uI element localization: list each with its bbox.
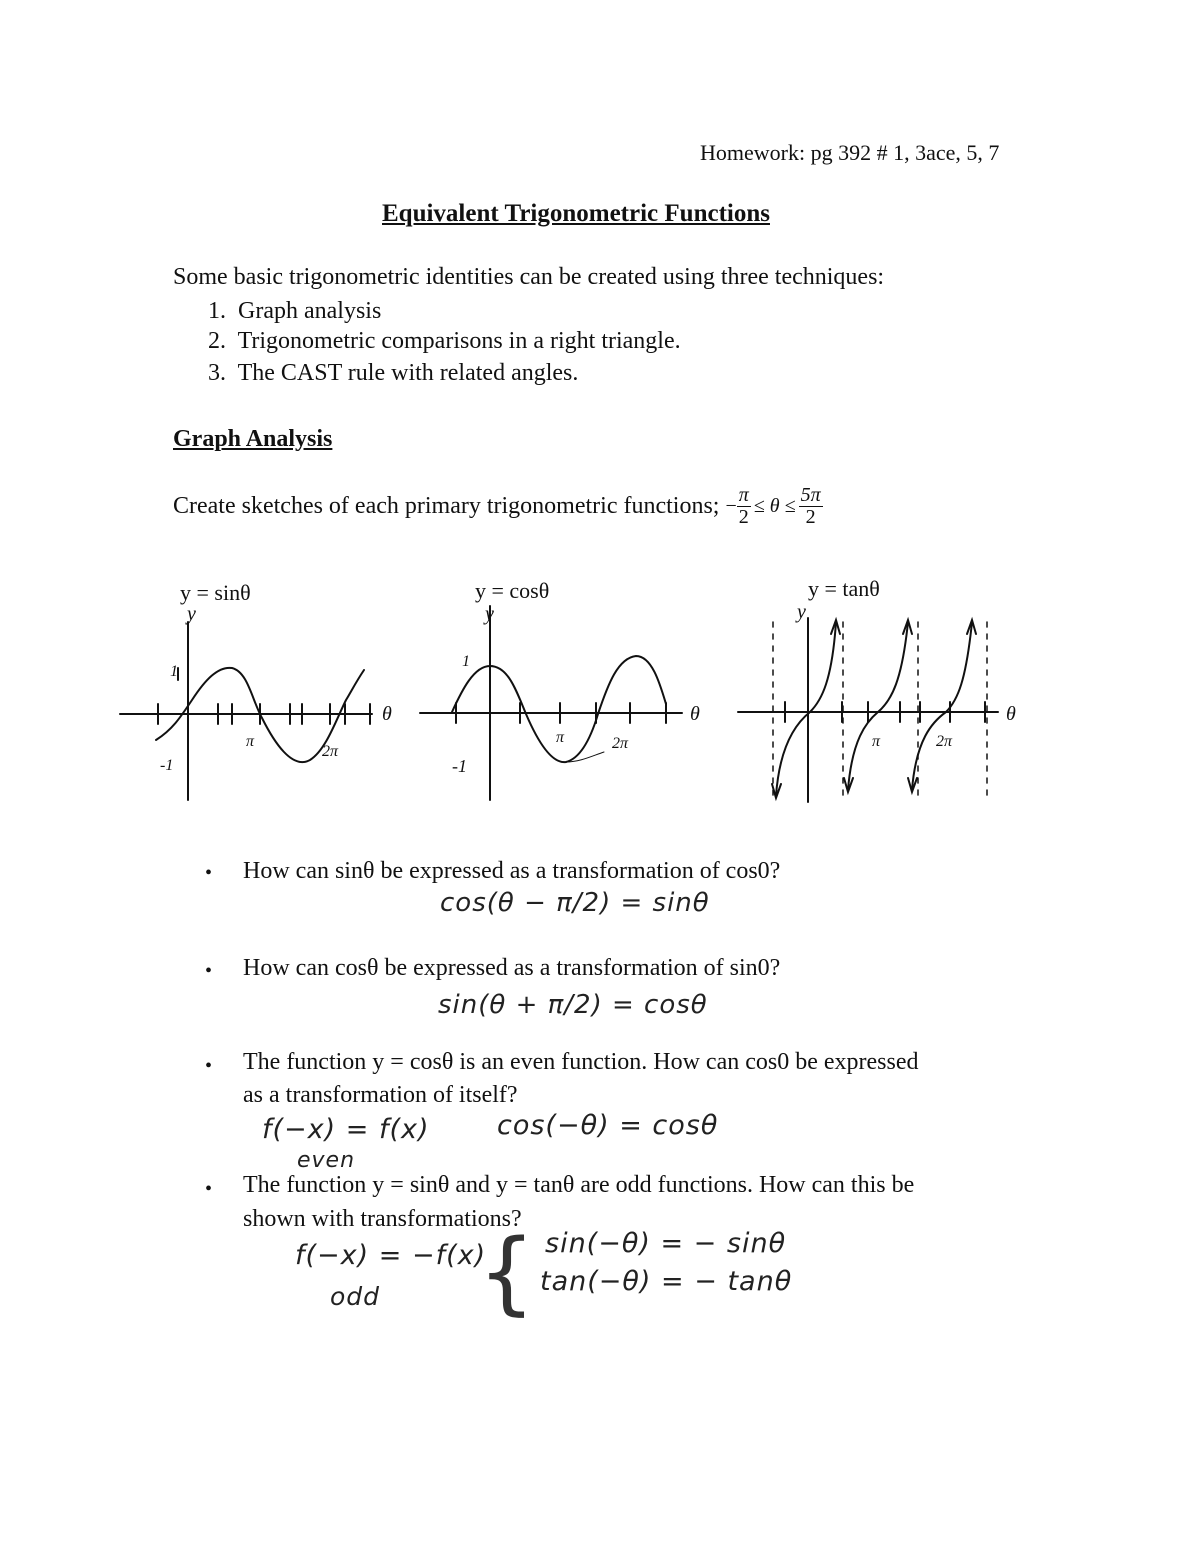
handwritten-answer: sin(θ + π/2) = cosθ [438, 990, 708, 1020]
list-number: 3. [208, 360, 226, 386]
inequality-mid: ≤ θ ≤ [753, 495, 796, 517]
handwritten-answer: f(−x) = −f(x) [295, 1240, 487, 1271]
section-heading: Graph Analysis [173, 426, 333, 452]
list-number: 2. [208, 328, 226, 354]
sin-sketch [120, 622, 372, 800]
question-text: as a transformation of itself? [243, 1082, 518, 1108]
bullet: • [205, 862, 213, 884]
axis-label: θ [1006, 703, 1016, 725]
tick-label: -1 [160, 757, 174, 774]
question-text: shown with transformations? [243, 1206, 522, 1232]
tan-sketch [738, 618, 998, 802]
handwritten-brace: { [478, 1220, 537, 1325]
homework-note: Homework: pg 392 # 1, 3ace, 5, 7 [700, 140, 1000, 165]
intro-text: Some basic trigonometric identities can be created using three techniques: [173, 264, 885, 290]
question-text: How can sinθ be expressed as a transformation of cos0? [243, 858, 781, 884]
axis-label: θ [690, 703, 700, 725]
tan-graph-label: y = tanθ [808, 576, 880, 601]
trig-sketches [0, 600, 1200, 815]
tick-label: 2π [936, 733, 953, 750]
tick-label: 1 [170, 663, 178, 680]
question-text: The function y = sinθ and y = tanθ are odd functions. How can this be [243, 1172, 915, 1198]
handwritten-answer: f(−x) = f(x) [262, 1114, 430, 1145]
handwritten-answer: sin(−θ) = − sinθ [545, 1228, 787, 1259]
fraction-den: 2 [738, 506, 749, 528]
cos-graph-label: y = cosθ [475, 578, 550, 603]
handwritten-note: even [297, 1148, 356, 1173]
tick-label: 2π [612, 735, 629, 752]
axis-label: θ [382, 703, 392, 725]
fraction-den: 2 [805, 506, 816, 528]
tick-label: π [872, 733, 881, 750]
tick-label: 1 [462, 653, 470, 670]
list-item [208, 360, 578, 387]
fraction-pi-over-2 [737, 485, 751, 528]
list-number: 1. [208, 298, 226, 324]
axis-label: y [485, 603, 494, 625]
axis-label: y [797, 601, 806, 623]
graph-prompt [173, 485, 823, 528]
tick-label: 2π [322, 743, 339, 760]
question-text: The function y = cosθ is an even function. How can cos0 be expressed [243, 1049, 919, 1075]
fraction-num: 5π [800, 484, 821, 506]
fraction-num: π [738, 484, 749, 506]
fraction-5pi-over-2 [799, 485, 823, 528]
handwritten-answer: cos(θ − π/2) = sinθ [440, 888, 710, 918]
axis-label: y [187, 603, 196, 625]
page-title: Equivalent Trigonometric Functions [382, 200, 770, 227]
prompt-text: Create sketches of each primary trigonometric functions; [173, 493, 720, 519]
handwritten-answer: cos(−θ) = cosθ [497, 1110, 719, 1141]
list-item [208, 328, 681, 355]
bullet: • [205, 960, 213, 982]
sin-graph-label: y = sinθ [180, 580, 251, 605]
bullet: • [205, 1055, 213, 1077]
list-item [208, 298, 381, 325]
tick-label: -1 [452, 756, 467, 776]
domain-inequality [725, 485, 822, 528]
handwritten-answer: tan(−θ) = − tanθ [540, 1266, 793, 1297]
tick-label: π [556, 729, 565, 746]
list-text: Trigonometric comparisons in a right triangle. [237, 328, 681, 354]
handwritten-note: odd [330, 1282, 381, 1311]
list-text: Graph analysis [238, 298, 382, 324]
list-text: The CAST rule with related angles. [237, 360, 579, 386]
question-text: How can cosθ be expressed as a transformation of sin0? [243, 955, 781, 981]
bullet: • [205, 1178, 213, 1200]
tick-label: π [246, 733, 255, 750]
minus-sign: − [725, 495, 737, 517]
